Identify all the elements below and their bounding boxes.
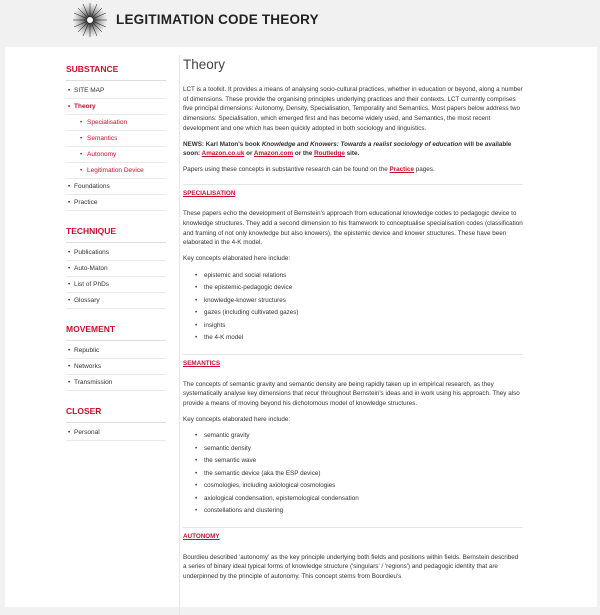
bullet-icon: • [68,249,71,256]
amazon-uk-link[interactable]: Amazon.co.uk [201,150,245,158]
sidebar-item-specialisation[interactable] [66,115,166,131]
sidebar-item-label: Publications [74,249,110,256]
sidebar-section-closer [66,405,166,441]
amazon-com-link[interactable]: Amazon.com [253,150,294,158]
list-item: • the epistemic-pedagogic device [199,282,523,295]
sidebar-item-label: Auto-Maton [74,265,108,272]
site-header [0,0,600,46]
page-title: Theory [183,57,226,72]
sidebar-item-theory[interactable] [66,99,166,115]
sidebar-item-label: Autonomy [87,151,117,158]
papers-prefix: Papers using these concepts in substantive research can be found on the [183,165,390,173]
semantics-concepts-list [183,430,523,518]
sidebar-item-networks[interactable] [66,359,166,375]
papers-suffix: pages. [414,165,435,173]
sidebar-item-label: Personal [74,429,100,436]
sidebar-item-label: Practice [74,199,98,206]
sidebar-section-movement [66,323,166,391]
specialisation-text: These papers echo the development of Bernstein's approach from educational knowledge codes to pedagogic device to knowledge structures. They add a second dimension to his framework to conceptualise specialisation codes (classification and framing of not only knowledge but also knowers), the epistemic device and knower structures. These have been elaborated in the 4-K model. [183,210,523,247]
sidebar-item-label: Specialisation [87,119,128,126]
sidebar-item-practice[interactable] [66,195,166,211]
bullet-icon: • [68,183,71,190]
list-item: • the 4-K model [199,332,523,345]
bullet-icon: • [68,103,71,110]
bullet-icon: • [68,429,71,436]
news-suffix: site. [344,150,360,158]
list-item: • gazes (including cultivated gazes) [199,307,523,320]
semantics-key-intro: Key concepts elaborated here include: [183,415,291,423]
news-or-the: or the [293,150,315,158]
bullet-icon: • [68,297,71,304]
starburst-logo-icon[interactable] [72,2,108,38]
news-or: or [244,150,254,158]
sidebar-item-publications[interactable] [66,245,166,261]
bullet-icon: • [68,265,71,272]
autonomy-text: Bourdieu described 'autonomy' as the key principle underlying both fields and positions within fields. Bernstein described a series of binary ideal typical forms of knowledge structure ('singulars' / 'regions') and pedagogic identity that are underpinned by the principle of autonomy. This concept stems from Bourdieu's [183,553,519,580]
semantics-heading-link[interactable]: SEMANTICS [183,354,523,372]
list-item: • semantic gravity [199,430,523,443]
column-divider [179,55,180,615]
book-title: Knowledge and Knowers: Towards a realist sociology of education [261,140,463,148]
sidebar-item-label: Legitimation Device [87,167,144,174]
bullet-icon: • [68,363,71,370]
sidebar-item-transmission[interactable] [66,375,166,391]
bullet-icon: • [68,347,71,354]
sidebar-item-label: SITE MAP [74,87,105,94]
papers-paragraph [183,165,523,175]
sidebar-item-republic[interactable] [66,343,166,359]
list-item: • cosmologies, including axiological cosmologies [199,480,523,493]
sidebar-heading: TECHNIQUE [66,225,166,243]
sidebar-heading: CLOSER [66,405,166,423]
sidebar-item-label: Theory [74,103,96,110]
site-title[interactable]: LEGITIMATION CODE THEORY [116,12,319,27]
list-item: • constellations and clustering [199,505,523,518]
intro-paragraph: LCT is a toolkit. It provides a means of analysing socio-cultural practices, whether in education or beyond, along a number of dimensions. These provide the organising principles underlying practices and their contexts. LCT currently comprises five principal dimensions: Autonomy, Density, Specialisation, Temporality and Semantics. Most papers below address two dimensions: Specialisation, which emerged first and has become widely used, and Semantics, the most recent development and one which has been quickly adopted in both sociology and linguistics. [183,86,523,132]
specialisation-heading-link[interactable]: SPECIALISATION [183,184,523,202]
sidebar-item-glossary[interactable] [66,293,166,309]
specialisation-key-intro: Key concepts elaborated here include: [183,255,291,263]
bullet-icon: • [68,379,71,386]
bullet-icon: • [68,87,71,94]
sidebar-item-auto-maton[interactable] [66,261,166,277]
list-item: • semantic density [199,443,523,456]
semantics-text: The concepts of semantic gravity and semantic density are being rapidly taken up in empirical research, as they systematically analyse key dimensions that recur throughout Bernstein's ideas and in work using his approach. They also provide a means of moving beyond his dichotomous model of knowledge structures. [183,380,520,407]
sidebar-section-substance [66,63,166,211]
main-content [183,57,523,588]
sidebar-item-label: List of PhDs [74,281,110,288]
list-item: • the semantic device (aka the ESP device) [199,468,523,481]
bullet-icon: • [68,199,71,206]
practice-link[interactable]: Practice [389,165,415,173]
sidebar-item-legitimation-device[interactable] [66,163,166,179]
sidebar-item-label: Networks [74,363,102,370]
sidebar-heading: MOVEMENT [66,323,166,341]
sidebar-item-foundations[interactable] [66,179,166,195]
sidebar-item-semantics[interactable] [66,131,166,147]
list-item: • knowledge-knower structures [199,295,523,308]
sidebar-item-list-of-phds[interactable] [66,277,166,293]
list-item: • epistemic and social relations [199,270,523,283]
list-item: • the semantic wave [199,455,523,468]
sidebar-item-label: Transmission [74,379,113,386]
news-paragraph [183,140,523,159]
sidebar-item-site-map[interactable] [66,83,166,99]
specialisation-concepts-list [183,270,523,345]
bullet-icon: • [80,119,83,126]
sidebar [66,63,166,455]
bullet-icon: • [80,151,83,158]
list-item: • axiological condensation, epistemological condensation [199,493,523,506]
routledge-link[interactable]: Routledge [314,150,345,158]
bullet-icon: • [80,167,83,174]
page-panel [5,47,597,607]
news-prefix: NEWS: Karl Maton's book [183,140,262,148]
list-item: • insights [199,320,523,333]
sidebar-item-autonomy[interactable] [66,147,166,163]
sidebar-item-label: Foundations [74,183,110,190]
news-mid: will be available soon: [183,140,512,158]
sidebar-section-technique [66,225,166,309]
sidebar-heading: SUBSTANCE [66,63,166,81]
sidebar-item-label: Glossary [74,297,100,304]
bullet-icon: • [68,281,71,288]
bullet-icon: • [80,135,83,142]
autonomy-heading-link[interactable]: AUTONOMY [183,527,523,545]
sidebar-item-personal[interactable] [66,425,166,441]
sidebar-item-label: Republic [74,347,100,354]
sidebar-item-label: Semantics [87,135,118,142]
